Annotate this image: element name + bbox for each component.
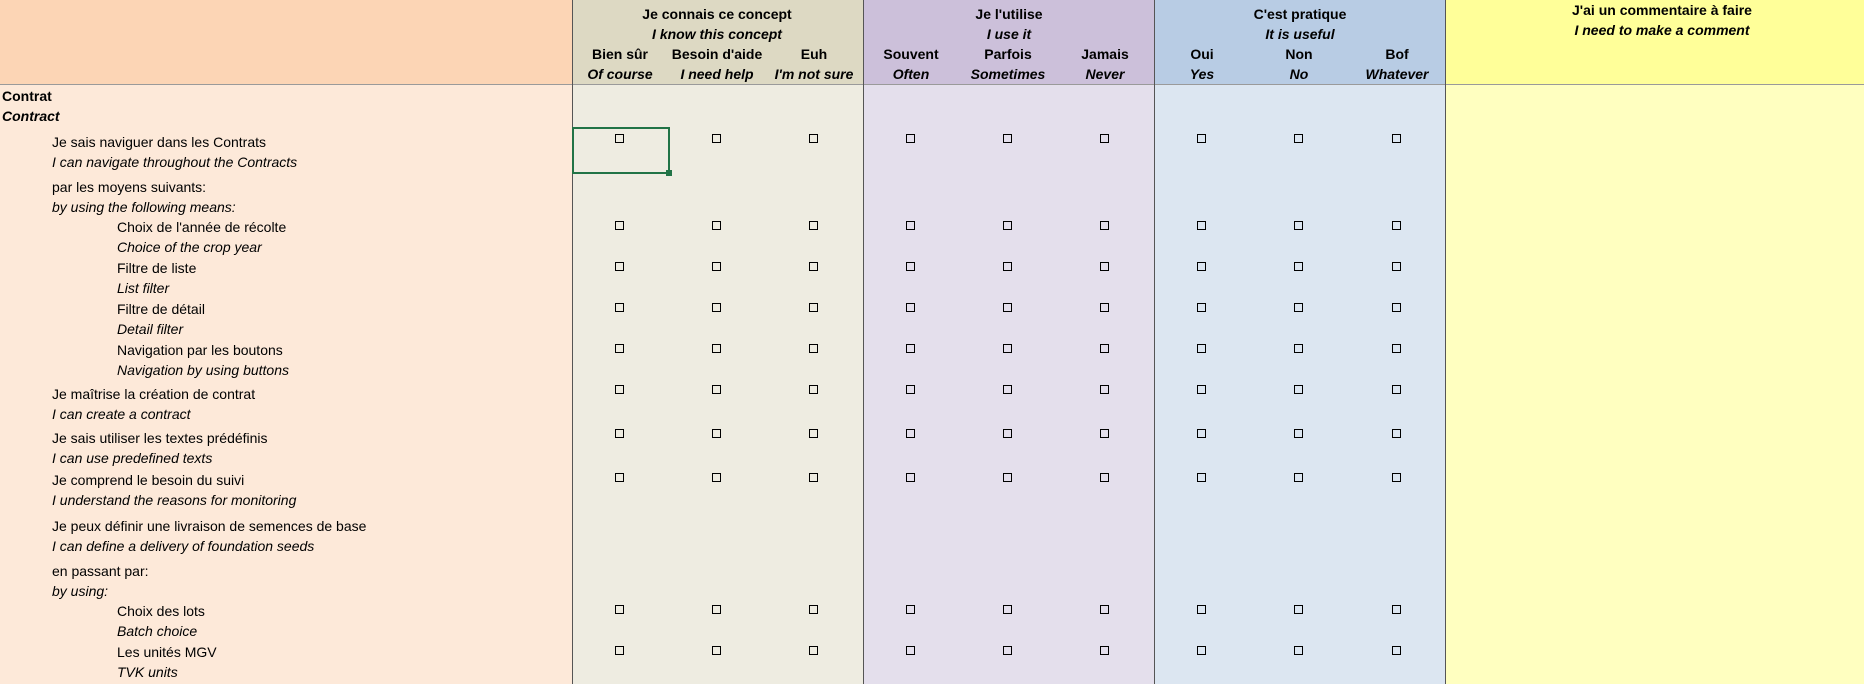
checkbox-row12-col3[interactable] [906,646,915,655]
row-sublabel-detail-filter: Detail filter [117,321,184,337]
checkbox-row8-col8[interactable] [1392,473,1401,482]
checkbox-row6-col1[interactable] [712,385,721,394]
row-sublabel-create-contract: I can create a contract [52,406,191,422]
row-sublabel-mgv-units: TVK units [117,664,178,680]
checkbox-row2-col5[interactable] [1100,221,1109,230]
row-label-monitoring: Je comprend le besoin du suivi [52,472,245,488]
column-header-besoin-aide: Besoin d'aide [671,46,763,62]
column-header-souvent: Souvent [883,46,939,62]
checkbox-row8-col3[interactable] [906,473,915,482]
section-title: Contrat [2,88,52,104]
checkbox-row4-col5[interactable] [1100,303,1109,312]
checkbox-row7-col2[interactable] [809,429,818,438]
group-title-useful: C'est pratique [1253,6,1347,22]
row-label-list-filter: Filtre de liste [117,260,197,276]
checkbox-row4-col7[interactable] [1294,303,1303,312]
comment-body-bg [1446,84,1864,684]
checkbox-row11-col2[interactable] [809,605,818,614]
checkbox-row3-col4[interactable] [1003,262,1012,271]
know-body-bg [573,84,863,684]
checkbox-row7-col0[interactable] [615,429,624,438]
checkbox-row4-col8[interactable] [1392,303,1401,312]
column-header-parfois: Parfois [984,46,1032,62]
group-divider-4 [1445,0,1446,684]
checkbox-row2-col8[interactable] [1392,221,1401,230]
row-sublabel-list-filter: List filter [117,280,170,296]
checkbox-row0-col7[interactable] [1294,134,1303,143]
checkbox-row8-col4[interactable] [1003,473,1012,482]
checkbox-row12-col4[interactable] [1003,646,1012,655]
column-subheader-yes: Yes [1189,66,1215,82]
checkbox-row3-col3[interactable] [906,262,915,271]
use-body-bg [863,84,1155,684]
header-bottom-border [0,84,1864,85]
checkbox-row8-col5[interactable] [1100,473,1109,482]
checkbox-row7-col3[interactable] [906,429,915,438]
checkbox-row12-col5[interactable] [1100,646,1109,655]
checkbox-row6-col0[interactable] [615,385,624,394]
checkbox-row5-col2[interactable] [809,344,818,353]
section-subtitle: Contract [2,108,60,124]
checkbox-row11-col7[interactable] [1294,605,1303,614]
column-header-euh: Euh [800,46,828,62]
group-title-comment: J'ai un commentaire à faire [1572,2,1752,18]
checkbox-row8-col6[interactable] [1197,473,1206,482]
checkbox-row12-col1[interactable] [712,646,721,655]
checkbox-row7-col7[interactable] [1294,429,1303,438]
column-subheader-no: No [1289,66,1309,82]
checkbox-row5-col8[interactable] [1392,344,1401,353]
checkbox-row7-col4[interactable] [1003,429,1012,438]
column-subheader-often: Often [892,66,930,82]
checkbox-row5-col5[interactable] [1100,344,1109,353]
group-subtitle-comment: I need to make a comment [1574,22,1750,38]
row-label-batch-choice: Choix des lots [117,603,205,619]
row-sublabel-navigate: I can navigate throughout the Contracts [52,154,298,170]
active-cell-selection[interactable] [572,127,670,174]
checkbox-row5-col0[interactable] [615,344,624,353]
column-subheader-not-sure: I'm not sure [774,66,854,82]
group-divider-1 [572,0,573,684]
row-label-means: par les moyens suivants: [52,179,207,195]
row-sublabel-buttons: Navigation by using buttons [117,362,289,378]
row-sublabel-crop-year: Choice of the crop year [117,239,262,255]
group-subtitle-useful: It is useful [1265,26,1335,42]
row-label-crop-year: Choix de l'année de récolte [117,219,287,235]
row-sublabel-by-using: by using: [52,583,109,599]
checkbox-row12-col8[interactable] [1392,646,1401,655]
checkbox-row5-col3[interactable] [906,344,915,353]
checkbox-row4-col3[interactable] [906,303,915,312]
row-label-create-contract: Je maîtrise la création de contrat [52,386,256,402]
checkbox-row0-col8[interactable] [1392,134,1401,143]
checkbox-row12-col6[interactable] [1197,646,1206,655]
useful-body-bg [1155,84,1446,684]
row-label-detail-filter: Filtre de détail [117,301,205,317]
checkbox-row4-col0[interactable] [615,303,624,312]
checkbox-row4-col1[interactable] [712,303,721,312]
checkbox-row7-col1[interactable] [712,429,721,438]
checkbox-row11-col1[interactable] [712,605,721,614]
checkbox-row5-col4[interactable] [1003,344,1012,353]
row-sublabel-predefined-texts: I can use predefined texts [52,450,213,466]
checkbox-row0-col5[interactable] [1100,134,1109,143]
checkbox-row8-col0[interactable] [615,473,624,482]
row-sublabel-batch-choice: Batch choice [117,623,198,639]
row-label-navigate: Je sais naviguer dans les Contrats [52,134,266,150]
checkbox-row3-col6[interactable] [1197,262,1206,271]
checkbox-row5-col7[interactable] [1294,344,1303,353]
checkbox-row2-col3[interactable] [906,221,915,230]
row-label-mgv-units: Les unités MGV [117,644,217,660]
checkbox-row6-col6[interactable] [1197,385,1206,394]
checkbox-row6-col4[interactable] [1003,385,1012,394]
checkbox-row3-col7[interactable] [1294,262,1303,271]
column-header-non: Non [1285,46,1313,62]
row-label-by-using: en passant par: [52,563,149,579]
checkbox-row12-col0[interactable] [615,646,624,655]
checkbox-row3-col2[interactable] [809,262,818,271]
column-subheader-need-help: I need help [680,66,754,82]
checkbox-row3-col5[interactable] [1100,262,1109,271]
checkbox-row11-col0[interactable] [615,605,624,614]
checkbox-row8-col7[interactable] [1294,473,1303,482]
checkbox-row3-col0[interactable] [615,262,624,271]
checkbox-row2-col1[interactable] [712,221,721,230]
checkbox-row7-col6[interactable] [1197,429,1206,438]
checkbox-row11-col5[interactable] [1100,605,1109,614]
checkbox-row2-col0[interactable] [615,221,624,230]
row-label-predefined-texts: Je sais utiliser les textes prédéfinis [52,430,268,446]
row-sublabel-means: by using the following means: [52,199,236,215]
checkbox-row4-col4[interactable] [1003,303,1012,312]
row-sublabel-monitoring: I understand the reasons for monitoring [52,492,297,508]
group-divider-2 [863,0,864,684]
checkbox-row11-col6[interactable] [1197,605,1206,614]
column-subheader-of-course: Of course [587,66,653,82]
fill-handle[interactable] [666,170,672,176]
group-subtitle-use: I use it [986,26,1032,42]
checkbox-row0-col1[interactable] [712,134,721,143]
column-header-bien-sur: Bien sûr [591,46,649,62]
column-subheader-never: Never [1085,66,1125,82]
checkbox-row0-col6[interactable] [1197,134,1206,143]
left-header-bg [0,0,573,84]
checkbox-row3-col8[interactable] [1392,262,1401,271]
checkbox-row8-col1[interactable] [712,473,721,482]
column-subheader-sometimes: Sometimes [970,66,1046,82]
group-subtitle-know: I know this concept [652,26,782,42]
column-subheader-whatever: Whatever [1365,66,1429,82]
checkbox-row6-col3[interactable] [906,385,915,394]
group-divider-3 [1154,0,1155,684]
group-title-use: Je l'utilise [975,6,1043,22]
checkbox-row2-col4[interactable] [1003,221,1012,230]
row-sublabel-foundation-seeds: I can define a delivery of foundation seeds [52,538,315,554]
checkbox-row11-col8[interactable] [1392,605,1401,614]
checkbox-row0-col4[interactable] [1003,134,1012,143]
checkbox-row6-col8[interactable] [1392,385,1401,394]
checkbox-row7-col5[interactable] [1100,429,1109,438]
checkbox-row11-col3[interactable] [906,605,915,614]
checkbox-row12-col2[interactable] [809,646,818,655]
checkbox-row8-col2[interactable] [809,473,818,482]
checkbox-row6-col7[interactable] [1294,385,1303,394]
checkbox-row7-col8[interactable] [1392,429,1401,438]
checkbox-row6-col2[interactable] [809,385,818,394]
checkbox-row3-col1[interactable] [712,262,721,271]
row-label-buttons: Navigation par les boutons [117,342,283,358]
checkbox-row5-col1[interactable] [712,344,721,353]
checkbox-row4-col2[interactable] [809,303,818,312]
column-header-oui: Oui [1190,46,1214,62]
checkbox-row11-col4[interactable] [1003,605,1012,614]
row-label-foundation-seeds: Je peux définir une livraison de semences de base [52,518,367,534]
checkbox-row2-col6[interactable] [1197,221,1206,230]
checkbox-row5-col6[interactable] [1197,344,1206,353]
checkbox-row0-col3[interactable] [906,134,915,143]
column-header-jamais: Jamais [1081,46,1129,62]
checkbox-row12-col7[interactable] [1294,646,1303,655]
checkbox-row2-col2[interactable] [809,221,818,230]
checkbox-row2-col7[interactable] [1294,221,1303,230]
checkbox-row0-col2[interactable] [809,134,818,143]
checkbox-row4-col6[interactable] [1197,303,1206,312]
column-header-bof: Bof [1385,46,1409,62]
group-title-know: Je connais ce concept [642,6,792,22]
checkbox-row6-col5[interactable] [1100,385,1109,394]
